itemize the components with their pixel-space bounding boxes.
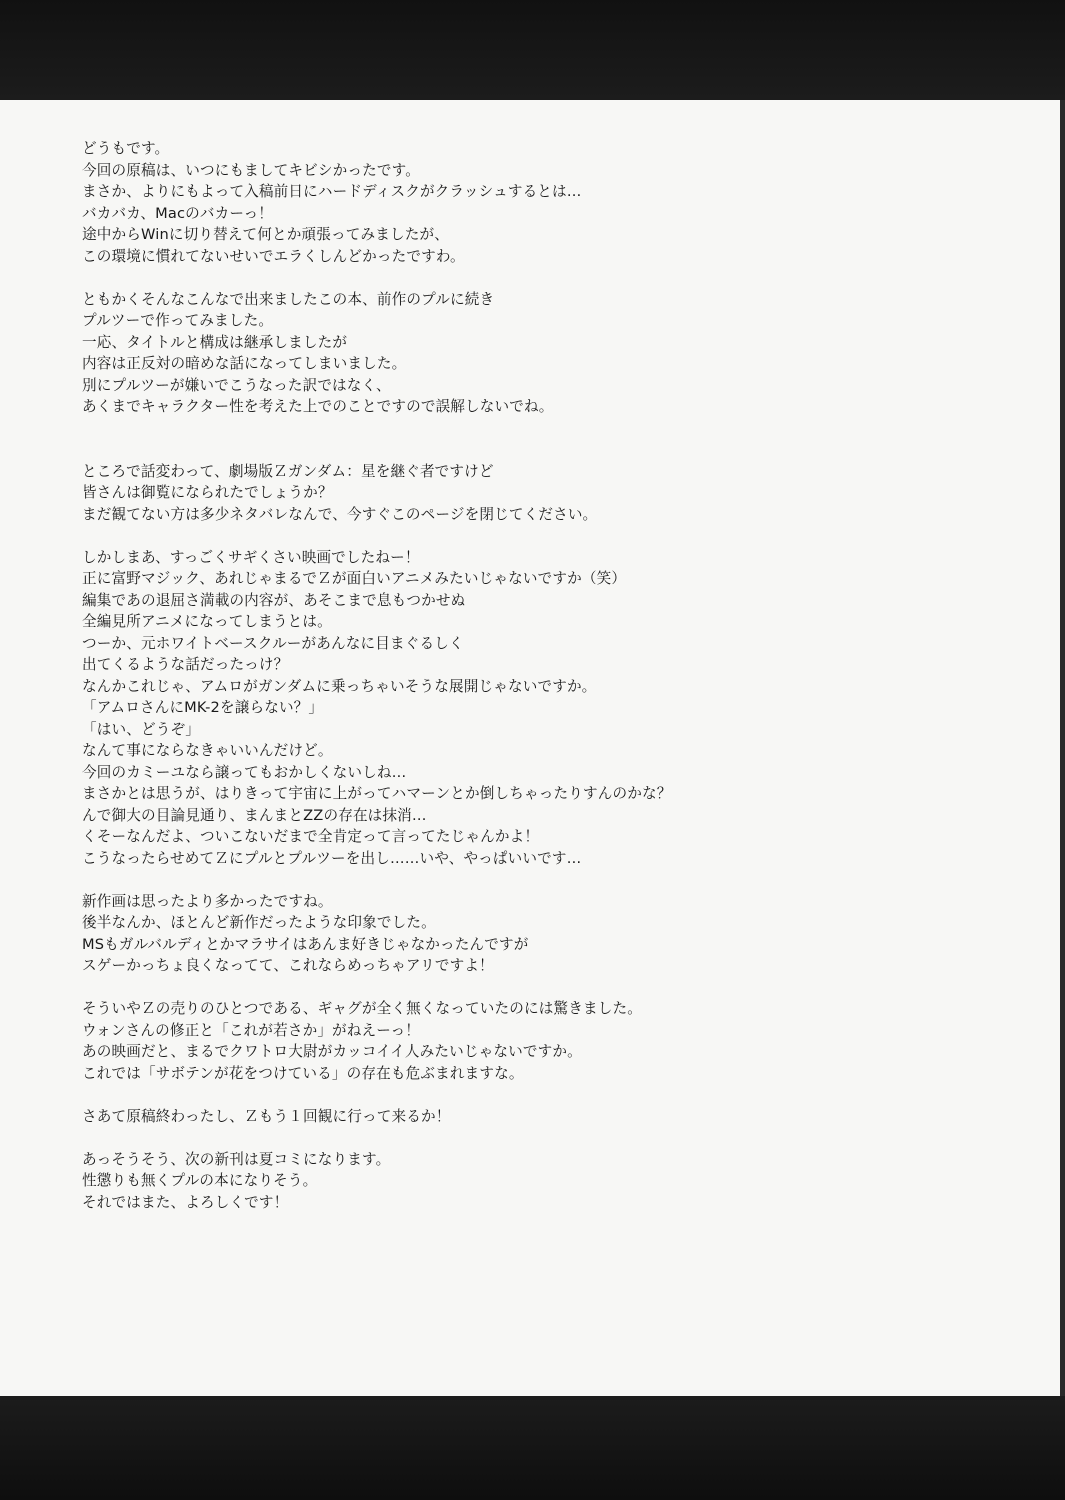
- text-line: ウォンさんの修正と「これが若さか」がねえーっ！: [82, 1021, 420, 1039]
- paragraph-closing: [82, 1149, 782, 1214]
- text-line: あっそうそう、次の新刊は夏コミになります。: [82, 1150, 391, 1168]
- text-line: 今回のカミーユなら譲ってもおかしくないしね…: [82, 763, 407, 781]
- text-line: この環境に慣れてないせいでエラくしんどかったですわ。: [82, 247, 465, 265]
- text-line: ところで話変わって、劇場版Ｚガンダム：星を継ぐ者ですけど: [82, 462, 494, 480]
- text-line: これでは「サボテンが花をつけている」の存在も危ぶまれますな。: [82, 1064, 524, 1082]
- text-line: 編集であの退屈さ満載の内容が、あそこまで息もつかせぬ: [82, 591, 466, 609]
- paragraph-rewatch: [82, 1106, 782, 1128]
- text-line: なんかこれじゃ、アムロがガンダムに乗っちゃいそうな展開じゃないですか。: [82, 677, 597, 695]
- text-line: 内容は正反対の暗めな話になってしまいました。: [82, 355, 407, 372]
- text-line: 今回の原稿は、いつにもましてキビシかったです。: [82, 161, 420, 179]
- text-line: 正に富野マジック、あれじゃまるでＺが面白いアニメみたいじゃないですか（笑）: [82, 570, 627, 587]
- paragraph-movie-intro: [82, 461, 782, 526]
- afterword-text: [82, 138, 782, 1235]
- text-line: さあて原稿終わったし、Ｚもう１回観に行って来るか！: [82, 1107, 451, 1125]
- text-line: こうなったらせめてＺにプルとプルツーを出し……いや、やっぱいいです…: [82, 849, 582, 867]
- text-line: そういやＺの売りのひとつである、ギャグが全く無くなっていたのには驚きました。: [82, 1000, 642, 1017]
- paragraph-intro: [82, 138, 782, 267]
- text-line: 新作画は思ったより多かったですね。: [82, 892, 333, 910]
- text-line: まさかとは思うが、はりきって宇宙に上がってハマーンとか倒しちゃったりすんのかな？: [82, 785, 672, 802]
- text-line: 途中からWinに切り替えて何とか頑張ってみましたが、: [82, 226, 449, 243]
- text-line: それではまた、よろしくです！: [82, 1193, 289, 1211]
- text-line: スゲーかっちょ良くなってて、これならめっちゃアリですよ！: [82, 957, 494, 974]
- text-line: 「アムロさんにMK-2を譲らない？」: [82, 699, 324, 716]
- text-line: MSもガルバルディとかマラサイはあんま好きじゃなかったんですが: [82, 935, 529, 953]
- text-line: あの映画だと、まるでクワトロ大尉がカッコイイ人みたいじゃないですか。: [82, 1043, 582, 1060]
- paragraph-gags: [82, 998, 782, 1084]
- text-line: 皆さんは御覧になられたでしょうか？: [82, 484, 333, 501]
- paragraph-about-book: [82, 289, 782, 418]
- text-line: まだ観てない方は多少ネタバレなんで、今すぐこのページを閉じてください。: [82, 505, 598, 523]
- text-line: 「はい、どうぞ」: [82, 720, 200, 738]
- text-line: 別にプルツーが嫌いでこうなった訳ではなく、: [82, 376, 391, 394]
- text-line: 後半なんか、ほとんど新作だったような印象でした。: [82, 914, 436, 931]
- text-line: 一応、タイトルと構成は継承しましたが: [82, 333, 348, 351]
- text-line: プルツーで作ってみました。: [82, 312, 274, 329]
- text-line: つーか、元ホワイトベースクルーがあんなに目まぐるしく: [82, 634, 464, 652]
- paragraph-new-animation: [82, 891, 782, 977]
- text-line: しかしまあ、すっごくサギくさい映画でしたねー！: [82, 548, 420, 566]
- paper-edge-right: [1060, 100, 1065, 1396]
- text-line: なんて事にならなきゃいいんだけど。: [82, 742, 333, 759]
- paragraph-movie-review: [82, 547, 782, 870]
- text-line: あくまでキャラクター性を考えた上でのことですので誤解しないでね。: [82, 398, 554, 415]
- text-line: 全編見所アニメになってしまうとは。: [82, 613, 332, 630]
- text-line: どうもです。: [82, 140, 170, 157]
- scan-border-top: [0, 0, 1065, 100]
- text-line: まさか、よりにもよって入稿前日にハードディスクがクラッシュするとは…: [82, 183, 582, 200]
- text-line: くそーなんだよ、ついこないだまで全肯定って言ってたじゃんかよ！: [82, 828, 540, 845]
- text-line: 出てくるような話だったっけ？: [82, 656, 289, 673]
- text-line: ともかくそんなこんなで出来ましたこの本、前作のプルに続き: [82, 290, 495, 308]
- text-line: んで御大の目論見通り、まんまとZZの存在は抹消…: [82, 806, 427, 824]
- scan-border-bottom: [0, 1396, 1065, 1500]
- text-line: 性懲りも無くプルの本になりそう。: [82, 1172, 318, 1189]
- text-line: バカバカ、Macのバカーっ！: [82, 204, 274, 222]
